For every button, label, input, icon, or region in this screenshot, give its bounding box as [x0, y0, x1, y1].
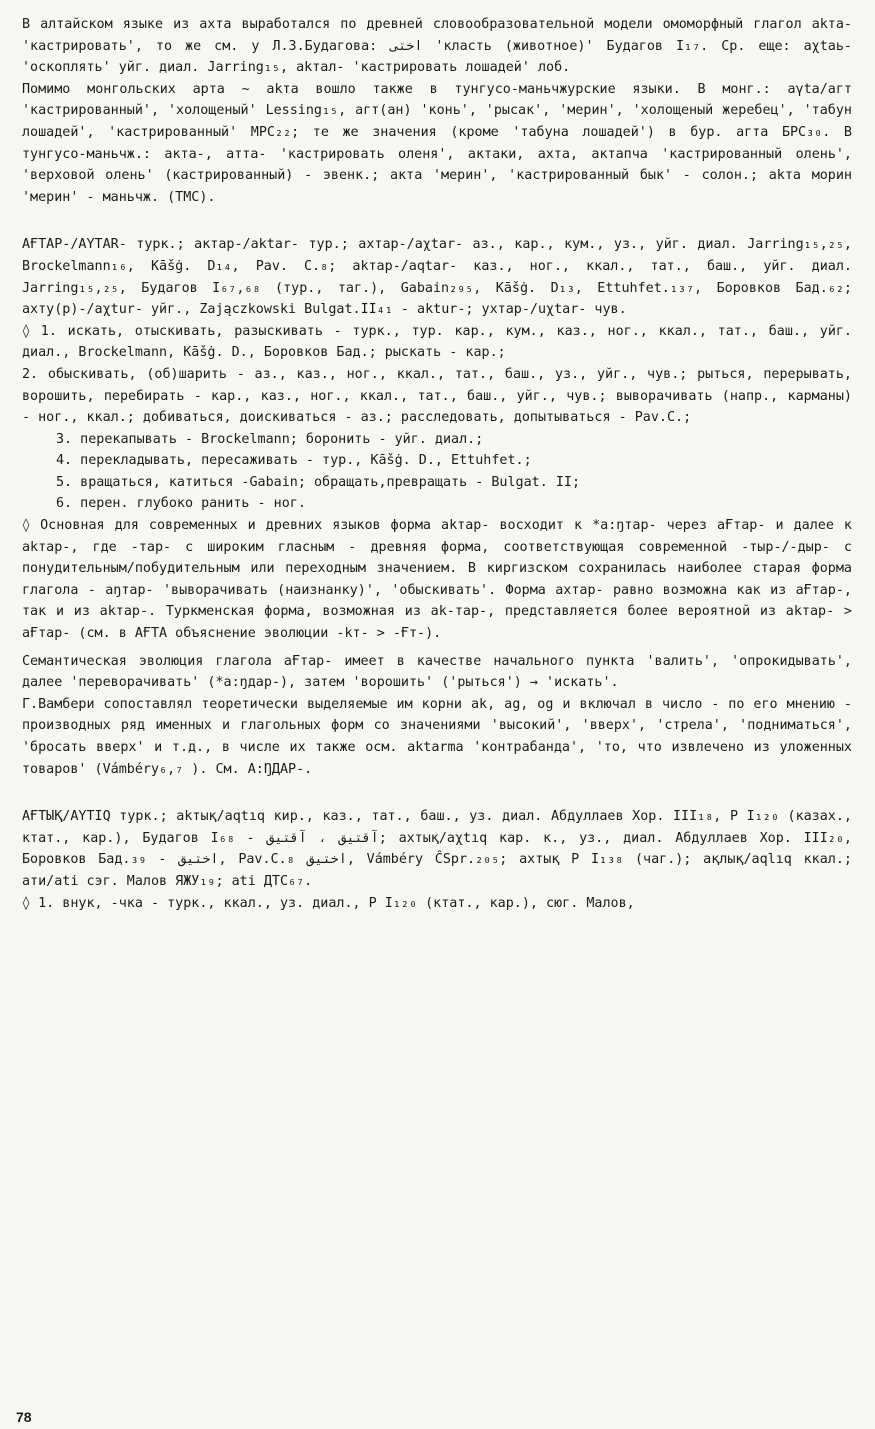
spacer: [22, 208, 852, 234]
sense-2: 2. обыскивать, (об)шарить - аз., каз., ног., ккал., тат., баш., уз., уйг., чув.; рыться, перерывать, ворошить, перебирать - кар., каз., ног., ккал., тат., баш., уйг., чув.; выворачивать (напр., карманы) - ног., ккал.; добиваться, доискиваться - аз.; расследовать, допытываться - Pav.C.;: [22, 366, 852, 426]
entry-heading-agtiq: АҒТЫҚ/AYTIQ турк.; аkтық/aqtıq кир., каз., тат., баш., уз. диал. Абдуллаев Хор. III₁₈, Р I₁₂₀ (казах., ктат., кар.), Будагов I₆₈ - آقتيق ، آقتيق; ахтық/aχtıq кар. к., уз., диал. Абдуллаев Хор. III₂₀, Боровков Бад.₃₉ - اختيق, Pav.C.₈ اختيق, Vámbéry ĈSpr.₂₀₅; ахтық Р I₁₃₈ (чаг.); ақлық/aqlıq ккал.; ати/ati сэг. Малов ЯЖУ₁₉; ati ДТС₆₇.: [22, 809, 852, 889]
page-number: 78: [16, 1409, 32, 1425]
sense-6: 6. перен. глубоко ранить - ног.: [56, 496, 306, 512]
document-page: [22, 14, 852, 914]
spacer: [22, 780, 852, 806]
vambery-paragraph: Г.Вамбери сопоставлял теоретически выделяемые им корни ak, ag, og и включал в число - по его мнению - производных ряд именных и глагольных форм со значениями 'высокий', 'вверх', 'стрела', 'подниматься', 'бросать вверх' и т.д., в числе их также осм. aktarma 'контрабанда', 'то, что извлечено из уложенных товаров' (Vámbéry₆,₇ ). См. А:ŊДАР-.: [22, 696, 852, 777]
paragraph: Помимо монгольских арта ~ аkта вошло также в тунгусо-маньчжурские языки. В монг.: аγta/агт 'кастрированный', 'холощеный' Lessing₁₅, агт(ан) 'конь', 'рысак', 'мерин', 'холощеный жеребец', 'табун лошадей', 'кастрированный' МРС₂₂; те же значения (кроме 'табуна лошадей') в бур. агта БРС₃₀. В тунгусо-маньчж.: акта-, атта- 'кастрировать оленя', актаки, ахта, актапча 'кастрированный олень', 'верховой олень' (кастрированный) - эвенк.; акта 'мерин', 'кастрированный бык' - солон.; аkта морин 'мерин' - маньчж. (ТМС).: [22, 81, 852, 205]
sense-3: 3. перекапывать - Brockelmann; боронить - уйг. диал.;: [56, 431, 484, 447]
sense-5: 5. вращаться, катиться -Gabain; обращать,превращать - Bulgat. II;: [56, 474, 581, 490]
entry-heading-agtar: АҒТАР-/AYTAR- турк.; актар-/aktar- тур.; ахтар-/aχtar- аз., кар., кум., уз., уйг. диал. Jarring₁₅,₂₅, Brockelmann₁₆, Kāšġ. D₁₄, Pav. C.₈; аkтар-/aqtar- каз., ног., ккал., тат., баш., уйг. диал. Jarring₁₅,₂₅, Будагов I₆₇,₆₈ (тур., таг.), Gabain₂₉₅, Kāšġ. D₁₃, Ettuhfet.₁₃₇, Боровков Бад.₆₂; ахту(р)-/aχtur- уйг., Zajączkowski Bulgat.II₄₁ - аktur-; ухтар-/uχtar- чув.: [22, 237, 852, 318]
sense-1-agtiq: ◊ 1. внук, -чка - турк., ккал., уз. диал., Р I₁₂₀ (ктат., кар.), сюг. Малов,: [22, 895, 635, 911]
semantic-evolution-paragraph: Семантическая эволюция глагола аҒтар- имеет в качестве начального пункта 'валить', 'опрокидывать', далее 'переворачивать' (*а:ŋдар-), затем 'ворошить' ('рыться') → 'искать'.: [22, 653, 852, 691]
etymology-paragraph: ◊ Основная для современных и древних языков форма аkтар- восходит к *а:ŋтар- через аҒтар- и далее к аkтар-, где -тар- с широким гласным - древняя форма, соответствующая современной -тыр-/-дыр- с понудительным/побудительным или переходным значением. В киргизском сохранилась наиболее старая форма глагола - аŋтар- 'выворачивать (наизнанку)', 'обыскивать'. Форма ахтар- равно возможна как из аҒтар-, так и из аkтар-. Туркменская форма, возможная из аk-тар-, представляется более вероятной из аkтар- > аҒтар- (см. в АҒТА объяснение эволюции -kт- > -Ғт-).: [22, 518, 852, 642]
paragraph: В алтайском языке из ахта выработался по древней словообразовательной модели омоморфный глагол аkта- 'кастрировать', то же см. у Л.З.Будагова: اختى 'класть (животное)' Будагов I₁₇. Ср. еще: аχtaь- 'оскоплять' уйг. диал. Jarring₁₅, аkтал- 'кастрировать лошадей' лоб.: [22, 17, 852, 76]
sense-4: 4. перекладывать, пересаживать - тур., Kāšġ. D., Ettuhfet.;: [56, 453, 532, 469]
sense-1: ◊ 1. искать, отыскивать, разыскивать - турк., тур. кар., кум., каз., ног., ккал., тат., баш., уйг. диал., Brockelmann, Kāšġ. D., Боровков Бад.; рыскать - кар.;: [22, 323, 852, 361]
